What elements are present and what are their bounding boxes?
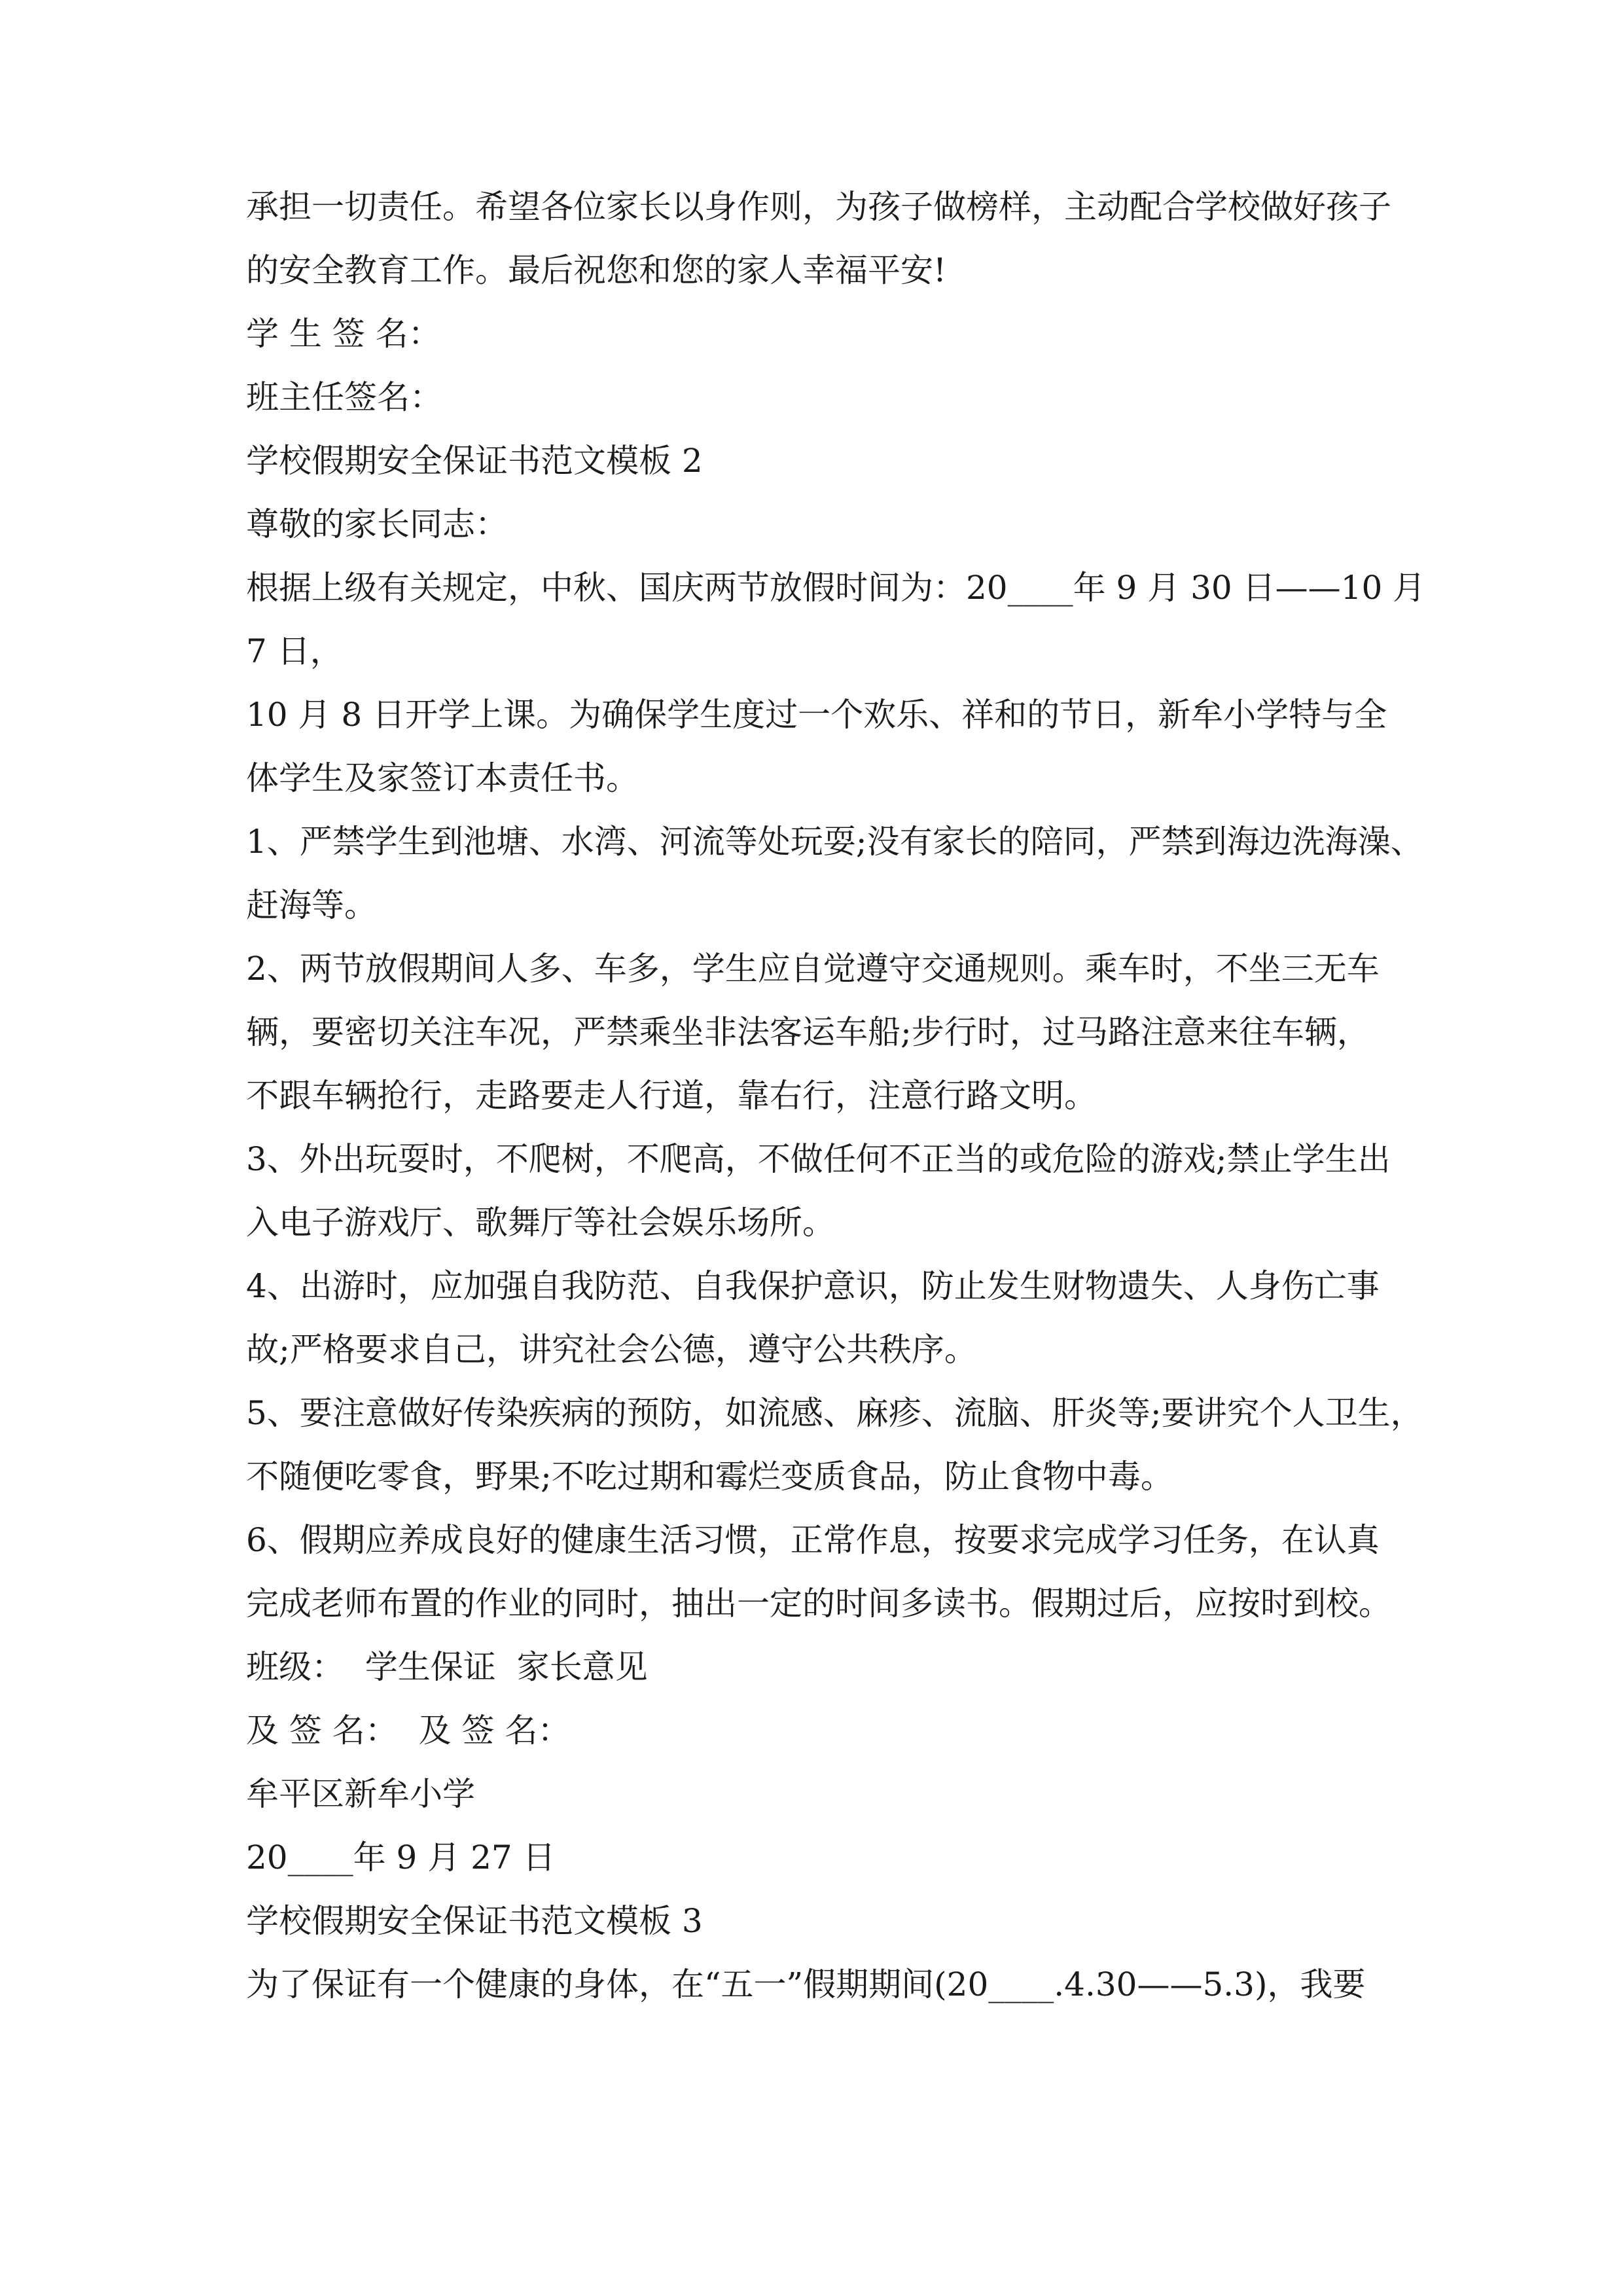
list-item-text: 5、要注意做好传染疾病的预防，如流感、麻疹、流脑、肝炎等;要讲究个人卫生， xyxy=(246,1394,1423,1432)
signature-row-labels: 班级： 学生保证 家长意见 xyxy=(246,1648,648,1686)
text-line: 10 月 8 日开学上课。为确保学生度过一个欢乐、祥和的节日，新牟小学特与全 xyxy=(246,696,1387,734)
list-item-text: 3、外出玩耍时，不爬树，不爬高，不做任何不正当的或危险的游戏;禁止学生出 xyxy=(246,1140,1391,1178)
text-line: 的安全教育工作。最后祝您和您的家人幸福平安! xyxy=(246,251,947,289)
signature-line-teacher: 班主任签名： xyxy=(246,378,442,416)
list-item-text: 6、假期应养成良好的健康生活习惯，正常作息，按要求完成学习任务，在认真 xyxy=(246,1521,1380,1559)
list-item-text: 1、严禁学生到池塘、水湾、河流等处玩耍;没有家长的陪同，严禁到海边洗海澡、 xyxy=(246,823,1423,861)
list-item-text: 完成老师布置的作业的同时，抽出一定的时间多读书。假期过后，应按时到校。 xyxy=(246,1585,1391,1623)
section-heading: 学校假期安全保证书范文模板 3 xyxy=(246,1902,703,1940)
list-item-text: 不随便吃零食，野果;不吃过期和霉烂变质食品，防止食物中毒。 xyxy=(246,1458,1173,1496)
signature-row-fields: 及 签 名： 及 签 名： xyxy=(246,1712,571,1749)
text-line: 7 日， xyxy=(246,632,343,670)
school-name: 牟平区新牟小学 xyxy=(246,1775,475,1813)
text-line: 体学生及家签订本责任书。 xyxy=(246,759,639,797)
text-line: 根据上级有关规定，中秋、国庆两节放假时间为：20____年 9 月 30 日——10 月 xyxy=(246,569,1426,607)
list-item-text: 入电子游戏厅、歌舞厅等社会娱乐场所。 xyxy=(246,1204,835,1242)
text-line: 为了保证有一个健康的身体，在“五一”假期期间(20____.4.30——5.3)，我要 xyxy=(246,1965,1366,2003)
section-heading: 学校假期安全保证书范文模板 2 xyxy=(246,442,703,480)
list-item-text: 赶海等。 xyxy=(246,886,377,924)
list-item-text: 故;严格要求自己，讲究社会公德，遵守公共秩序。 xyxy=(246,1331,977,1369)
signature-line-student: 学 生 签 名： xyxy=(246,315,441,353)
text-line: 承担一切责任。希望各位家长以身作则，为孩子做榜样，主动配合学校做好孩子 xyxy=(246,188,1391,226)
list-item-text: 不跟车辆抢行，走路要走人行道，靠右行，注意行路文明。 xyxy=(246,1077,1097,1115)
document-body xyxy=(246,175,1426,2017)
list-item-text: 4、出游时，应加强自我防范、自我保护意识，防止发生财物遗失、人身伤亡事 xyxy=(246,1267,1380,1305)
list-item-text: 辆，要密切关注车况，严禁乘坐非法客运车船;步行时，过马路注意来往车辆， xyxy=(246,1013,1370,1051)
list-item-text: 2、两节放假期间人多、车多，学生应自觉遵守交通规则。乘车时，不坐三无车 xyxy=(246,950,1380,988)
salutation: 尊敬的家长同志： xyxy=(246,505,508,543)
document-date: 20____年 9 月 27 日 xyxy=(246,1839,556,1876)
